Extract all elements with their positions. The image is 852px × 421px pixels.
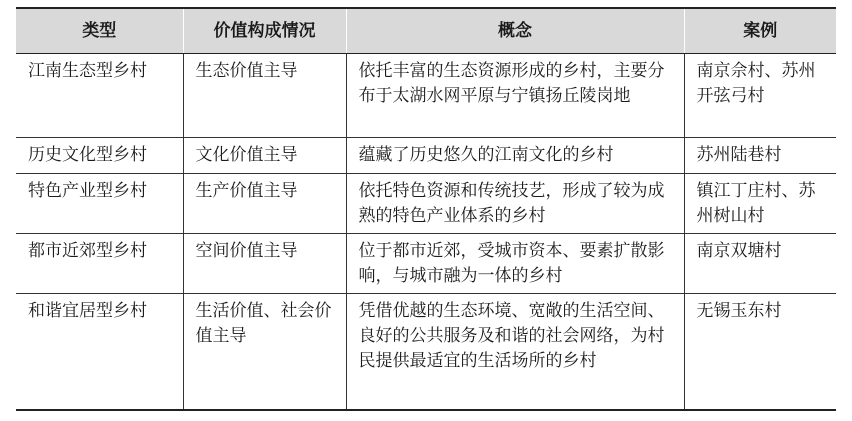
table-row bbox=[16, 294, 836, 410]
cell-type: 特色产业型乡村 bbox=[16, 174, 183, 234]
cell-type: 江南生态型乡村 bbox=[16, 54, 183, 138]
cell-concept: 依托特色资源和传统技艺，形成了较为成熟的特色产业体系的乡村 bbox=[346, 174, 684, 234]
table-row bbox=[16, 54, 836, 138]
cell-type: 历史文化型乡村 bbox=[16, 138, 183, 174]
table-row bbox=[16, 138, 836, 174]
cell-case: 无锡玉东村 bbox=[684, 294, 836, 410]
header-concept: 概念 bbox=[346, 8, 684, 54]
cell-value: 生产价值主导 bbox=[183, 174, 346, 234]
cell-type: 都市近郊型乡村 bbox=[16, 234, 183, 294]
cell-case: 南京佘村、苏州开弦弓村 bbox=[684, 54, 836, 138]
cell-value: 文化价值主导 bbox=[183, 138, 346, 174]
cell-value: 空间价值主导 bbox=[183, 234, 346, 294]
header-value-composition: 价值构成情况 bbox=[183, 8, 346, 54]
cell-concept: 凭借优越的生态环境、宽敞的生活空间、良好的公共服务及和谐的社会网络，为村民提供最适宜的生活场所的乡村 bbox=[346, 294, 684, 410]
cell-concept: 位于都市近郊，受城市资本、要素扩散影响，与城市融为一体的乡村 bbox=[346, 234, 684, 294]
cell-value: 生活价值、社会价值主导 bbox=[183, 294, 346, 410]
table-row bbox=[16, 234, 836, 294]
cell-concept: 依托丰富的生态资源形成的乡村，主要分布于太湖水网平原与宁镇扬丘陵岗地 bbox=[346, 54, 684, 138]
table-row bbox=[16, 174, 836, 234]
header-type: 类型 bbox=[16, 8, 183, 54]
cell-case: 苏州陆巷村 bbox=[684, 138, 836, 174]
cell-case: 南京双塘村 bbox=[684, 234, 836, 294]
cell-type: 和谐宜居型乡村 bbox=[16, 294, 183, 410]
village-type-table bbox=[16, 7, 836, 411]
table-header-row bbox=[16, 8, 836, 54]
header-case: 案例 bbox=[684, 8, 836, 54]
cell-value: 生态价值主导 bbox=[183, 54, 346, 138]
cell-concept: 蕴藏了历史悠久的江南文化的乡村 bbox=[346, 138, 684, 174]
cell-case: 镇江丁庄村、苏州树山村 bbox=[684, 174, 836, 234]
